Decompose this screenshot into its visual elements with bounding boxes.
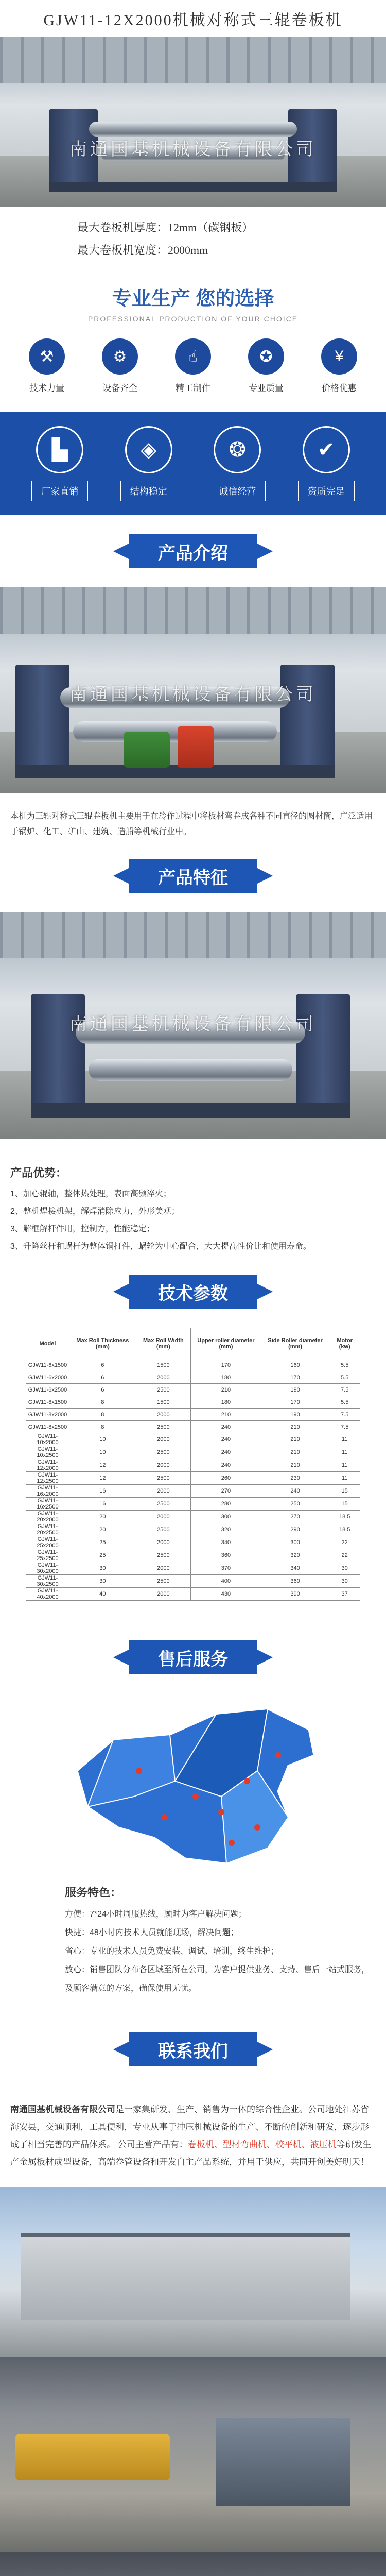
table-cell: 170 — [191, 1359, 261, 1371]
table-cell: 170 — [261, 1371, 329, 1384]
table-cell: 7.5 — [329, 1409, 360, 1421]
products-prefix: 公司主营产品有： — [117, 2140, 188, 2149]
table-header: Motor (kw) — [329, 1328, 360, 1359]
table-row — [26, 1384, 360, 1396]
banner-label: 诚信经营 — [209, 481, 266, 501]
table-cell: GJW11-6x2000 — [26, 1371, 69, 1384]
table-cell: 210 — [261, 1433, 329, 1446]
table-cell: 16 — [69, 1498, 136, 1511]
table-cell: GJW11-10x2500 — [26, 1446, 69, 1459]
motor-image — [124, 732, 170, 768]
advantages-title: 产品优势： — [10, 1166, 67, 1179]
feature-item — [311, 338, 367, 394]
table-cell: 210 — [261, 1459, 329, 1472]
table-cell: 210 — [191, 1409, 261, 1421]
service-item: 快捷：48小时内技术人员就能现场，解决问题； — [65, 1928, 239, 1937]
table-cell: 11 — [329, 1472, 360, 1485]
table-cell: GJW11-12x2500 — [26, 1472, 69, 1485]
table-cell: 5.5 — [329, 1359, 360, 1371]
table-row — [26, 1485, 360, 1498]
advantage-item: 1、加心辊轴，整体热处理，表面高频淬火； — [10, 1190, 171, 1198]
section-title: 产品特征 — [129, 859, 257, 893]
table-cell: 340 — [261, 1562, 329, 1575]
table-cell: 6 — [69, 1371, 136, 1384]
feature-label: 价格优惠 — [322, 383, 357, 393]
feature-icons — [0, 323, 386, 394]
table-cell: 210 — [261, 1446, 329, 1459]
table-cell: GJW11-8x1500 — [26, 1396, 69, 1409]
table-cell: GJW11-30x2500 — [26, 1575, 69, 1588]
watermark: 南通国基机械设备有限公司 — [69, 685, 317, 704]
gear-icon: ⚙ — [102, 338, 138, 375]
section-title: 技术参数 — [129, 1275, 257, 1309]
advantage-banner — [0, 412, 386, 515]
table-cell: 320 — [191, 1523, 261, 1536]
table-cell: 30 — [329, 1562, 360, 1575]
table-cell: 30 — [69, 1562, 136, 1575]
table-cell: 25 — [69, 1536, 136, 1549]
table-cell: GJW11-16x2500 — [26, 1498, 69, 1511]
china-map — [0, 1693, 386, 1879]
table-cell: 2500 — [136, 1421, 190, 1433]
table-cell: GJW11-8x2500 — [26, 1421, 69, 1433]
banner-item — [110, 426, 187, 501]
section-header-service — [0, 1621, 386, 1693]
table-cell: 2000 — [136, 1511, 190, 1523]
section-header-features — [0, 840, 386, 912]
table-row — [26, 1536, 360, 1549]
table-cell: 2500 — [136, 1498, 190, 1511]
table-cell: 2500 — [136, 1549, 190, 1562]
table-cell: 6 — [69, 1384, 136, 1396]
table-cell: 20 — [69, 1511, 136, 1523]
table-cell: 2500 — [136, 1384, 190, 1396]
table-cell: 5.5 — [329, 1396, 360, 1409]
feature-label: 专业质量 — [249, 383, 284, 393]
table-cell: 240 — [191, 1421, 261, 1433]
table-cell: 18.5 — [329, 1523, 360, 1536]
table-header: Max Roll Width (mm) — [136, 1328, 190, 1359]
table-cell: 2000 — [136, 1433, 190, 1446]
section-title: 售后服务 — [129, 1640, 257, 1674]
table-row — [26, 1588, 360, 1601]
table-cell: 22 — [329, 1536, 360, 1549]
table-cell: 1500 — [136, 1396, 190, 1409]
table-row — [26, 1549, 360, 1562]
shield-icon: ✪ — [248, 338, 284, 375]
table-cell: 2000 — [136, 1588, 190, 1601]
feature-item — [92, 338, 148, 394]
table-cell: 180 — [191, 1371, 261, 1384]
banner-item — [288, 426, 365, 501]
table-cell: 320 — [261, 1549, 329, 1562]
table-cell: 2000 — [136, 1459, 190, 1472]
table-cell: 340 — [191, 1536, 261, 1549]
table-cell: 12 — [69, 1459, 136, 1472]
company-name: 南通国基机械设备有限公司 — [10, 2105, 115, 2114]
table-cell: 210 — [191, 1384, 261, 1396]
table-header: Max Roll Thickness (mm) — [69, 1328, 136, 1359]
table-cell: 10 — [69, 1433, 136, 1446]
banner-item — [21, 426, 98, 501]
table-row — [26, 1562, 360, 1575]
table-cell: GJW11-8x2000 — [26, 1409, 69, 1421]
table-cell: 11 — [329, 1446, 360, 1459]
table-cell: GJW11-6x2500 — [26, 1384, 69, 1396]
table-cell: 40 — [69, 1588, 136, 1601]
table-cell: 240 — [191, 1459, 261, 1472]
table-cell: 37 — [329, 1588, 360, 1601]
table-cell: GJW11-30x2000 — [26, 1562, 69, 1575]
table-cell: 6 — [69, 1359, 136, 1371]
advantage-item: 3、升降丝杆和蜗杆为整体铜打件，蜗轮为中心配合，大大提高性价比和使用寿命。 — [10, 1242, 311, 1251]
table-cell: 280 — [191, 1498, 261, 1511]
feature-label: 技术力量 — [29, 383, 64, 393]
table-row — [26, 1446, 360, 1459]
table-cell: 240 — [191, 1433, 261, 1446]
table-cell: 7.5 — [329, 1384, 360, 1396]
table-header: Side Roller diameter (mm) — [261, 1328, 329, 1359]
table-cell: 30 — [329, 1575, 360, 1588]
table-cell: 270 — [261, 1511, 329, 1523]
banner-label: 资质完足 — [298, 481, 355, 501]
money-icon: ¥ — [321, 338, 357, 375]
service-item: 省心：专业的技术人员免费安装、调试、培训，终生维护； — [65, 1947, 279, 1956]
wrench-icon: ⚒ — [29, 338, 65, 375]
section-header-contact — [0, 2013, 386, 2086]
table-cell: 2000 — [136, 1562, 190, 1575]
table-cell: 2000 — [136, 1485, 190, 1498]
hero-photo — [0, 37, 386, 207]
table-row — [26, 1511, 360, 1523]
table-cell: GJW11-16x2000 — [26, 1485, 69, 1498]
table-header-row — [26, 1328, 360, 1359]
table-cell: 300 — [191, 1511, 261, 1523]
table-header: Model — [26, 1328, 69, 1359]
table-cell: 240 — [191, 1446, 261, 1459]
table-cell: GJW11-20x2000 — [26, 1511, 69, 1523]
products-highlight: 卷板机、型材弯曲机、校平机、液压机 — [187, 2140, 337, 2149]
table-cell: 8 — [69, 1409, 136, 1421]
table-header: Upper roller diameter (mm) — [191, 1328, 261, 1359]
service-list — [0, 1905, 386, 1998]
table-cell: 15 — [329, 1498, 360, 1511]
factory-photo-2 — [0, 2357, 386, 2552]
table-cell: GJW11-25x2000 — [26, 1536, 69, 1549]
table-row — [26, 1396, 360, 1409]
slogan-main: 专业生产 您的选择 — [112, 288, 274, 310]
table-cell: GJW11-6x1500 — [26, 1359, 69, 1371]
spec-width-value: 2000mm — [168, 244, 208, 257]
table-cell: 11 — [329, 1433, 360, 1446]
section-title: 联系我们 — [129, 2032, 257, 2066]
table-row — [26, 1523, 360, 1536]
spec-thickness-label: 最大卷板机厚度： — [77, 221, 168, 234]
slogan — [0, 282, 386, 323]
table-body — [26, 1359, 360, 1601]
map-graphic — [0, 1693, 386, 1879]
table-cell: GJW11-20x2500 — [26, 1523, 69, 1536]
table-cell: 360 — [191, 1549, 261, 1562]
banner-item — [199, 426, 276, 501]
handshake-icon: ❂ — [214, 426, 261, 473]
table-row — [26, 1421, 360, 1433]
table-row — [26, 1371, 360, 1384]
table-cell: 2000 — [136, 1536, 190, 1549]
table-cell: 25 — [69, 1549, 136, 1562]
table-cell: 190 — [261, 1384, 329, 1396]
gearbox-image — [178, 726, 214, 768]
spec-width-label: 最大卷板机宽度： — [77, 244, 168, 257]
service-title: 服务特色： — [65, 1886, 122, 1899]
advantage-item: 2、整机焊接机架，解焊消除应力，外形美观； — [10, 1207, 180, 1216]
table-cell: 8 — [69, 1421, 136, 1433]
table-cell: 390 — [261, 1588, 329, 1601]
feature-item — [19, 338, 75, 394]
factory-photo-3 — [0, 2552, 386, 2576]
spec-thickness-value: 12mm（碳钢板） — [168, 221, 254, 234]
section-header-params — [0, 1256, 386, 1328]
feature-item — [238, 338, 294, 394]
table-row — [26, 1498, 360, 1511]
table-cell: 360 — [261, 1575, 329, 1588]
table-cell: 8 — [69, 1396, 136, 1409]
table-cell: 190 — [261, 1409, 329, 1421]
table-cell: 20 — [69, 1523, 136, 1536]
table-cell: GJW11-40x2000 — [26, 1588, 69, 1601]
parameter-table — [26, 1328, 360, 1601]
table-cell: 400 — [191, 1575, 261, 1588]
section-header-intro — [0, 515, 386, 587]
table-cell: GJW11-12x2000 — [26, 1459, 69, 1472]
watermark: 南通国基机械设备有限公司 — [69, 140, 317, 159]
table-cell: 260 — [191, 1472, 261, 1485]
table-cell: 230 — [261, 1472, 329, 1485]
advantage-item: 3、解框解杆件用，控制方，性能稳定； — [10, 1225, 155, 1233]
intro-photo — [0, 587, 386, 793]
table-cell: 11 — [329, 1459, 360, 1472]
table-cell: 10 — [69, 1446, 136, 1459]
table-row — [26, 1359, 360, 1371]
table-cell: 2500 — [136, 1523, 190, 1536]
table-cell: 12 — [69, 1472, 136, 1485]
table-cell: 290 — [261, 1523, 329, 1536]
table-row — [26, 1472, 360, 1485]
intro-text: 本机为三辊对称式三辊卷板机主要用于在冷作过程中将板材弯卷成各种不同直径的圆材筒，广泛适用于锅炉、化工、矿山、建筑、造船等机械行业中。 — [10, 812, 373, 836]
structure-icon: ◈ — [125, 426, 172, 473]
banner-label: 厂家直销 — [31, 481, 88, 501]
table-cell: 16 — [69, 1485, 136, 1498]
table-cell: 170 — [261, 1396, 329, 1409]
table-cell: 7.5 — [329, 1421, 360, 1433]
factory-photo-1 — [0, 2187, 386, 2357]
shield-check-icon: ✔ — [303, 426, 350, 473]
slogan-sub: PROFESSIONAL PRODUCTION OF YOUR CHOICE — [87, 315, 299, 323]
table-cell: 250 — [261, 1498, 329, 1511]
products-suffix: 等研发生产金属板材成型设备，高端卷管设备和开发自主产品系统，并用于供应，共同开创美好明天！ — [10, 2140, 372, 2167]
service-item: 方便：7*24小时周服热线，顾时为客户解决问题； — [65, 1910, 247, 1919]
table-cell: 18.5 — [329, 1511, 360, 1523]
service-item: 放心：销售团队分布各区域至所在公司，为客户提供业务、支持、售后一站式服务，及顾客满意的方案，确保使用无忧。 — [65, 1965, 370, 1993]
table-cell: 240 — [261, 1485, 329, 1498]
advantages-list — [0, 1185, 386, 1256]
table-cell: 5.5 — [329, 1371, 360, 1384]
table-cell: 2500 — [136, 1575, 190, 1588]
table-cell: 2000 — [136, 1371, 190, 1384]
section-title: 产品介绍 — [129, 534, 257, 568]
spec-summary — [0, 207, 386, 262]
table-cell: 210 — [261, 1421, 329, 1433]
table-cell: 2500 — [136, 1446, 190, 1459]
feature-label: 设备齐全 — [102, 383, 137, 393]
table-cell: 370 — [191, 1562, 261, 1575]
factory-icon: ▙ — [36, 426, 83, 473]
table-cell: GJW11-25x2500 — [26, 1549, 69, 1562]
watermark: 南通国基机械设备有限公司 — [69, 1015, 317, 1034]
table-row — [26, 1575, 360, 1588]
table-cell: 270 — [191, 1485, 261, 1498]
table-row — [26, 1433, 360, 1446]
table-cell: 22 — [329, 1549, 360, 1562]
page-title: GJW11-12X2000机械对称式三辊卷板机 — [43, 12, 343, 29]
table-cell: 160 — [261, 1359, 329, 1371]
table-row — [26, 1409, 360, 1421]
table-cell: GJW11-10x2000 — [26, 1433, 69, 1446]
company-intro — [0, 2086, 386, 2171]
company-intro-text: 是一家集研发、生产、销售为一体的综合性企业。公司地处江苏省海安县，交通顺利，工具便利，专业从事于冲压机械设备的生产、不断的创新和研发，逐步形成了相当完善的产品体系。 — [10, 2105, 369, 2149]
table-cell: 430 — [191, 1588, 261, 1601]
feature-item — [165, 338, 221, 394]
table-cell: 2500 — [136, 1472, 190, 1485]
table-cell: 180 — [191, 1396, 261, 1409]
feature-label: 精工制作 — [176, 383, 210, 393]
table-cell: 30 — [69, 1575, 136, 1588]
table-cell: 300 — [261, 1536, 329, 1549]
banner-label: 结构稳定 — [120, 481, 177, 501]
feature-photo — [0, 912, 386, 1139]
table-cell: 15 — [329, 1485, 360, 1498]
table-row — [26, 1459, 360, 1472]
table-cell: 1500 — [136, 1359, 190, 1371]
table-cell: 2000 — [136, 1409, 190, 1421]
hand-icon: ☝ — [175, 338, 211, 375]
